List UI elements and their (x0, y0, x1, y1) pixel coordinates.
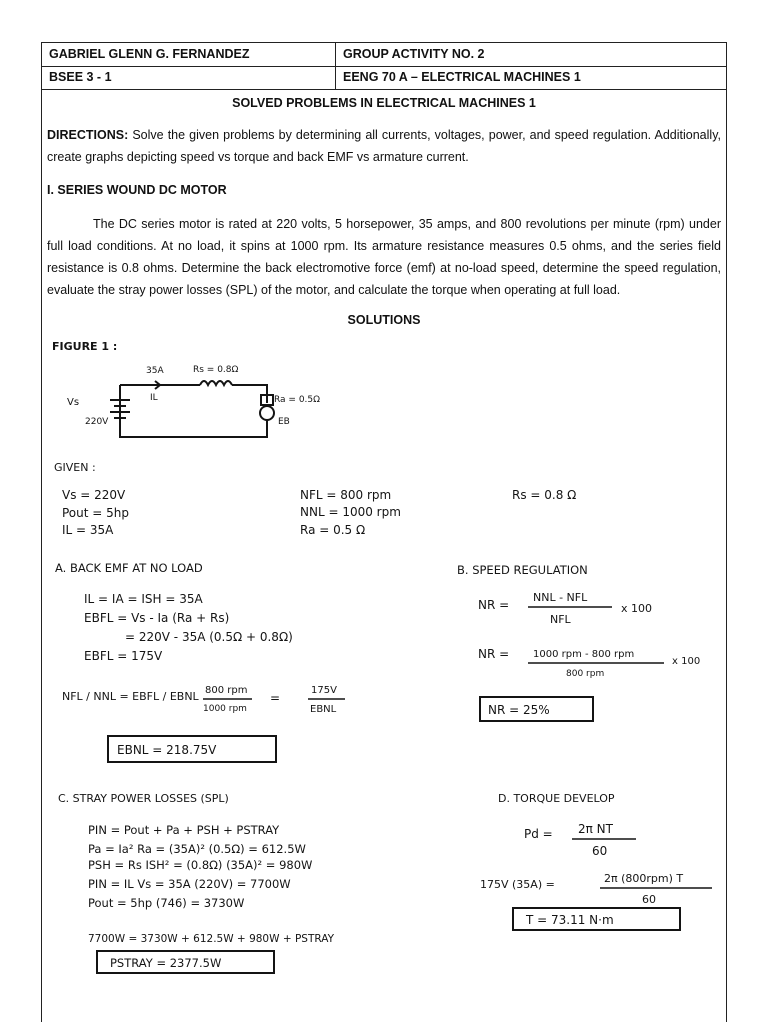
fig-220: 220V (85, 417, 109, 427)
part-a-ratio-den-2: EBNL (310, 704, 337, 715)
part-b-result: NR = 25% (488, 703, 550, 717)
given-vs: Vs = 220V (62, 488, 126, 502)
fig-vs: Vs (67, 397, 80, 408)
part-d-line-2-num: 2π (800rpm) T (604, 872, 684, 885)
student-section: BSEE 3 - 1 (42, 66, 336, 89)
part-c-line-2: Pa = Ia² Ra = (35A)² (0.5Ω) = 612.5W (88, 842, 306, 856)
part-d-line-2-den: 60 (642, 893, 656, 906)
part-b-sub-den: 800 rpm (566, 669, 605, 679)
part-b-sub-num: 1000 rpm - 800 rpm (533, 649, 635, 660)
part-b-formula-left: NR = (478, 598, 510, 612)
fig-il: IL (150, 393, 158, 403)
part-d-result: T = 73.11 N·m (526, 913, 614, 927)
part-c-line-4: PIN = IL Vs = 35A (220V) = 7700W (88, 877, 291, 891)
part-c-line-1: PIN = Pout + Pa + PSH + PSTRAY (88, 823, 280, 837)
given-rs: Rs = 0.8 Ω (512, 488, 577, 502)
part-b-formula-den: NFL (550, 613, 571, 626)
activity-title: GROUP ACTIVITY NO. 2 (343, 47, 485, 61)
document-title: SOLVED PROBLEMS IN ELECTRICAL MACHINES 1 (232, 96, 536, 110)
figure-label: FIGURE 1 : (52, 340, 118, 353)
part-a-result: EBNL = 218.75V (117, 743, 217, 757)
part-d-title: D. TORQUE DEVELOP (498, 792, 615, 805)
part-c-line-3: PSH = Rs ISH² = (0.8Ω) (35A)² = 980W (88, 858, 313, 872)
part-d-line-1-num: 2π NT (578, 822, 613, 836)
part-b-x100: x 100 (621, 602, 653, 615)
part-a-line-2: EBFL = Vs - Ia (Ra + Rs) (84, 611, 230, 625)
problem-statement: The DC series motor is rated at 220 volts, 5 horsepower, 35 amps, and 800 revolutions per minute (rpm) under full load conditions. At no load, it spins at 1000 rpm. Its armature resistance measures 0.5 ohms, and the series field resistance is 0.8 ohms. Determine the back electromotive force (emf) at no-load speed, determine the speed regulation, evaluate the stray power losses (SPL) of the motor, and calculate the torque when operating at full load. (47, 217, 721, 297)
directions-text: Solve the given problems by determining all currents, voltages, power, and speed regulation. Additionally, create graphs depicting speed vs torque and back EMF vs armature current. (47, 128, 721, 164)
part-a-title: A. BACK EMF AT NO LOAD (55, 561, 203, 575)
student-name: GABRIEL GLENN G. FERNANDEZ (42, 43, 336, 66)
part-a-line-1: IL = IA = ISH = 35A (84, 592, 203, 606)
part-a-ratio: NFL / NNL = EBFL / EBNL (62, 690, 199, 703)
part-c-title: C. STRAY POWER LOSSES (SPL) (58, 792, 229, 805)
part-b-formula-num: NNL - NFL (533, 591, 588, 604)
part-b-title: B. SPEED REGULATION (457, 563, 588, 577)
fig-current: 35A (146, 366, 164, 376)
part-d-line-1-den: 60 (592, 844, 608, 858)
part-d-line-2-left: 175V (35A) = (480, 878, 555, 891)
solutions-heading: SOLUTIONS (347, 313, 421, 327)
part-b-sub-left: NR = (478, 647, 510, 661)
circuit-diagram (110, 381, 274, 437)
part-a-ratio-num-1: 800 rpm (205, 685, 248, 696)
part-a-ratio-den-1: 1000 rpm (203, 704, 247, 714)
fig-eb: EB (278, 417, 290, 427)
course-title: EENG 70 A – ELECTRICAL MACHINES 1 (343, 70, 581, 84)
directions-label: DIRECTIONS: (47, 128, 129, 142)
part-c-line-5: Pout = 5hp (746) = 3730W (88, 896, 245, 910)
part-a-ratio-num-2: 175V (311, 685, 337, 696)
given-label: GIVEN : (54, 461, 96, 474)
section-heading: I. SERIES WOUND DC MOTOR (47, 183, 227, 197)
part-c-line-6: 7700W = 3730W + 612.5W + 980W + PSTRAY (88, 933, 335, 945)
given-nfl: NFL = 800 rpm (300, 488, 392, 502)
part-a-line-4: EBFL = 175V (84, 649, 163, 663)
part-a-line-3: = 220V - 35A (0.5Ω + 0.8Ω) (125, 630, 293, 644)
given-ra: Ra = 0.5 Ω (300, 523, 366, 537)
given-il: IL = 35A (62, 523, 114, 537)
part-b-x100: x 100 (672, 656, 701, 667)
part-d-line-1-left: Pd = (524, 827, 553, 841)
part-a-equals: = (270, 691, 281, 705)
fig-rs: Rs = 0.8Ω (193, 365, 239, 375)
fig-ra: Ra = 0.5Ω (274, 395, 321, 405)
given-nnl: NNL = 1000 rpm (300, 505, 401, 519)
given-pout: Pout = 5hp (62, 506, 130, 520)
part-c-result: PSTRAY = 2377.5W (110, 956, 222, 970)
